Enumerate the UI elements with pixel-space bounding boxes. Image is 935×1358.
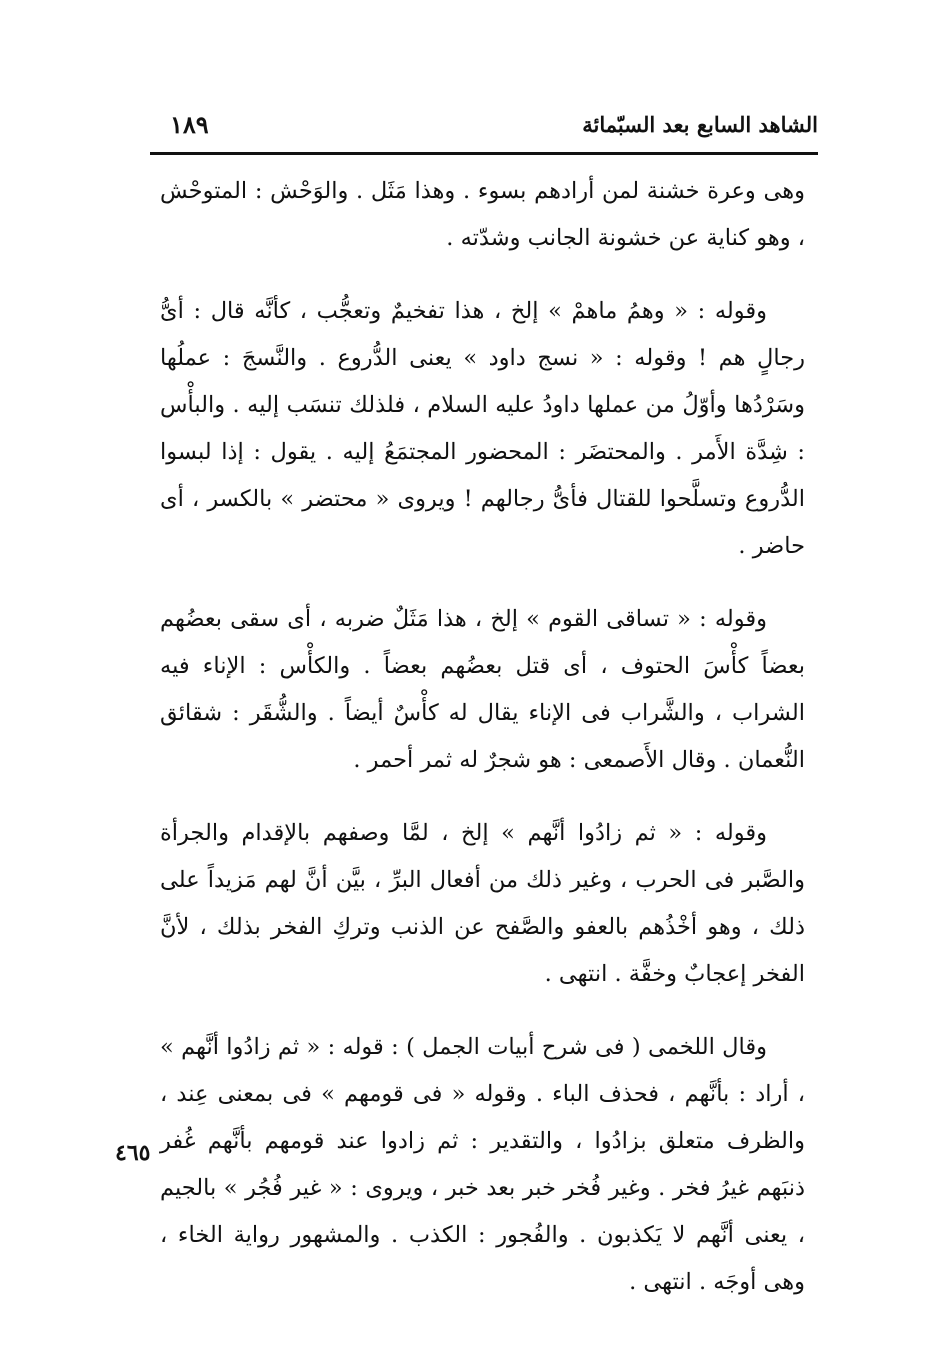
paragraph-3: وقوله : « تساقى القوم » إلخ ، هذا مَثَلٌ ضربه ، أى سقى بعضُهم بعضاً كأْسَ الحتوف ، أى قتل بعضُهم بعضاً . والكأْس : الإناء فيه الشراب ، والشَّراب فى الإناء يقال له كأْسٌ أيضاً . والشُّقَر : شقائق النُّعمان . وقال الأَصمعى : هو شجرٌ له ثمر أحمر . bbox=[160, 606, 805, 773]
running-title: الشاهد السابع بعد السبّمائة bbox=[582, 112, 818, 137]
paragraph-4: وقوله : « ثم زادُوا أنَّهم » إلخ ، لمَّا وصفهم بالإقدام والجرأة والصَّبر فى الحرب ، وغير ذلك من أفعال البرِّ ، بيَّن أنَّ لهم مَزيداً على ذلك ، وهو أخْذُهم بالعفو والصَّفح عن الذنب وتركِ الفخر بذلك ، لأنَّ الفخر إعجابٌ وخفَّة . انتهى . bbox=[160, 820, 805, 987]
page-header bbox=[150, 108, 818, 155]
paragraph-1: وهى وعرة خشنة لمن أرادهم بسوء . وهذا مَثَل . والوَحْش : المتوحْش ، وهو كناية عن خشونة الجانب وشدّته . bbox=[160, 178, 805, 251]
paragraph-5: وقال اللخمى ( فى شرح أبيات الجمل ) : قوله : « ثم زادُوا أنَّهم » ، أراد : بأنَّهم ، فحذف الباء . وقوله « فى قومهم » فى بمعنى عِند ، والظرف متعلق بزادُوا ، والتقدير : ثم زادوا عند قومهم بأنَّهم غُفر ذنبَهم غيرُ فخر . وغير فُخر خبر بعد خبر ، ويروى : « غير فُجُر » بالجيم ، يعنى أنَّهم لا يَكذبون . والفُجور : الكذب . والمشهور رواية الخاء ، وهى أوجَه . انتهى . bbox=[160, 1034, 805, 1295]
page-number: ١٨٩ bbox=[170, 110, 209, 139]
main-text bbox=[160, 168, 805, 1306]
paragraph-2: وقوله : « وهمُ ماهمْ » إلخ ، هذا تفخيمٌ وتعجُّب ، كأنَّه قال : أىُّ رجالٍ هم ! وقوله : « نسج داود » يعنى الدُّروع . والنَّسجَ : عملُها وسَرْدُها وأوّلُ من عملها داودُ عليه السلام ، فلذلك تنسَب إليه . والبأْس : شِدَّة الأَمر . والمحتضَر : المحضور المجتمَعُ إليه . يقول : إذا لبسوا الدُّروع وتسلَّحوا للقتال فأىُّ رجالهم ! ويروى « محتضر » بالكسر ، أى حاضر . bbox=[160, 298, 805, 559]
margin-number: ٤٦٥ bbox=[115, 1140, 151, 1166]
